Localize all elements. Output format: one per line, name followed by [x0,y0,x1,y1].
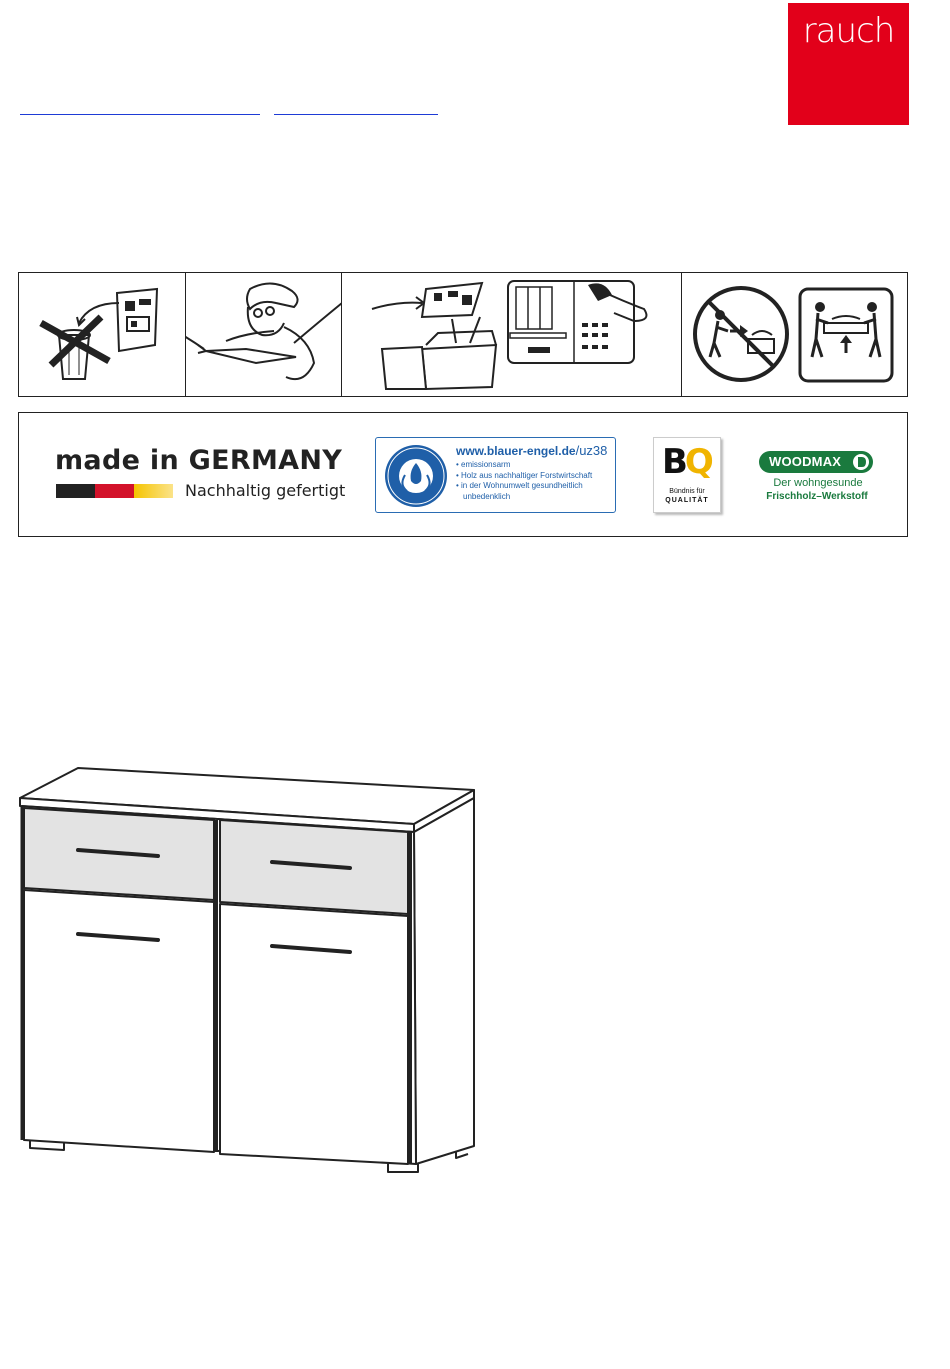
file-documents-icon [342,273,682,396]
woodmax-tagline-2: Frischholz–Werkstoff [766,491,868,502]
blauer-engel-url [456,443,607,458]
flag-black [56,484,95,498]
bq-caption-1: Bündnis für [669,488,705,495]
woodmax-d-icon [853,454,869,470]
flag-red [95,484,134,498]
blauer-engel-criteria [456,460,612,502]
bq-letter-q: Q [684,442,711,482]
german-flag-stripe [56,484,173,498]
instruction-strip [18,272,908,397]
criteria-item: unbedenklich [463,491,511,501]
bq-quality-logo [653,437,721,513]
bq-letter-b: B [662,442,685,482]
woodmax-name: WOODMAX [769,454,842,469]
flag-gold [134,484,173,498]
criteria-item: • emissionsarm [456,460,511,469]
bq-letters [662,442,711,482]
sideboard-illustration [16,762,486,1182]
bq-caption-2: QUALITÄT [665,497,709,504]
criteria-item: • Holz aus nachhaltiger Forstwirtschaft [456,470,593,480]
no-trash-panel [19,273,186,396]
blauer-engel-label [375,437,616,513]
blauer-engel-url-suffix: /uz38 [575,443,608,458]
sideboard-drawing [16,762,486,1187]
brand-logo [788,3,909,125]
blauer-engel-seal-icon [385,445,447,507]
brand-logo-text: rauch [802,11,895,51]
link-underline-1[interactable] [20,114,260,115]
handling-panel [682,273,908,396]
link-underline-2[interactable] [274,114,438,115]
woodmax-logo [759,451,873,473]
made-in-germany-subtitle: Nachhaltig gefertigt [185,481,346,500]
lift-together-icon [682,273,908,396]
no-trash-icon [19,273,186,396]
woodmax-tagline-1: Der wohngesunde [773,477,863,489]
blauer-engel-url-main: www.blauer-engel.de [456,444,576,458]
read-manual-panel [186,273,342,396]
certification-box [18,412,908,537]
criteria-item: • in der Wohnumwelt gesundheitlich [456,481,583,490]
made-in-germany-title: made in GERMANY [55,445,343,476]
read-manual-icon [186,273,342,396]
file-documents-panel [342,273,682,396]
